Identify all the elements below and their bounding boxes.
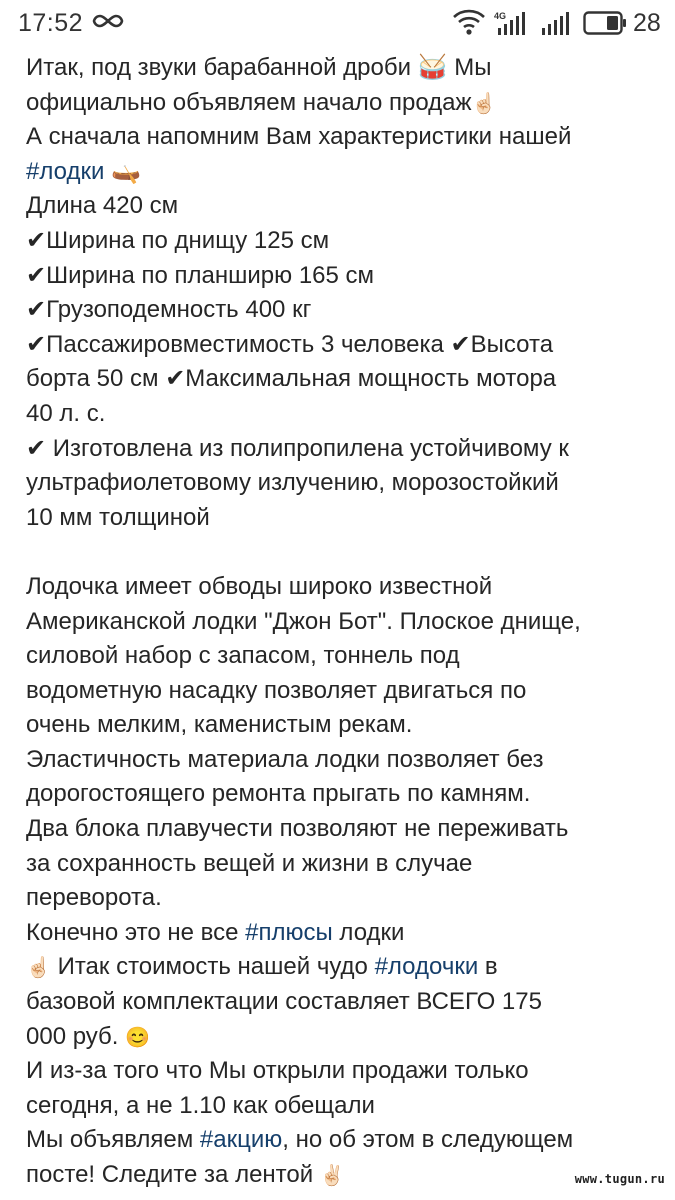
hashtag-link[interactable]: #плюсы [245,918,333,946]
text-line [26,259,666,294]
text-line [26,950,666,985]
text-line [26,916,666,951]
text-span: водометную насадку позволяет двигаться по [26,676,527,704]
text-line [26,639,666,674]
text-span: Конечно это не все [26,918,246,946]
text-line [26,1020,666,1055]
emoji-icon: ☝🏻 [26,957,51,980]
text-span: Ширина по планширю 165 см [46,261,375,289]
checkmark-icon: ✔ [26,296,47,324]
text-span: 🛶 [104,157,141,185]
text-span: Максимальная мощность мотора [185,365,557,393]
text-span: Высота [470,330,554,358]
text-span: А сначала напомним Вам характеристики нашей [26,123,572,151]
battery-icon [583,11,627,40]
text-line [26,328,666,363]
text-span: 10 мм толщиной [26,503,210,531]
checkmark-icon: ✔ [26,434,47,462]
text-line [26,120,666,155]
text-line [26,1089,666,1124]
text-line [26,674,666,709]
emoji-icon: 😊 [125,1026,151,1049]
text-span: Мы объявляем [26,1126,200,1154]
text-span: Итак, под звуки барабанной дроби 🥁 Мы [26,54,492,81]
text-span: в [478,953,498,981]
text-span: Грузоподемность 400 кг [46,296,312,324]
text-line [26,51,666,86]
checkmark-icon: ✔ [26,261,47,289]
text-line [26,224,666,259]
text-span: Пассажировместимость 3 человека [46,330,451,358]
text-line [26,155,666,190]
text-span: официально объявляем начало продаж [26,88,472,116]
checkmark-icon: ✔ [450,330,471,358]
post-text [26,51,666,1193]
hashtag-link[interactable]: #акцию [199,1126,283,1154]
text-span: очень мелким, каменистым рекам. [26,711,413,739]
text-span: силовой набор с запасом, тоннель под [26,642,460,670]
text-line [26,570,666,605]
text-line [26,432,666,467]
text-span: Итак стоимость нашей чудо [50,953,375,981]
infinity-icon [92,13,124,34]
emoji-icon: ✌🏻 [319,1165,345,1187]
checkmark-icon: ✔ [165,365,186,393]
hashtag-link[interactable]: #лодки [26,157,105,185]
text-span: Ширина по днищу 125 см [46,226,330,254]
text-span: базовой комплектации составляет ВСЕГО 175 [26,988,542,1016]
text-span: И из-за того что Мы открыли продажи только [26,1057,529,1085]
battery-level: 28 [633,9,661,37]
text-span: за сохранность вещей и жизни в случае [26,849,473,877]
text-span: переворота. [26,884,162,912]
text-span: , но об этом в следующем [282,1126,574,1154]
text-line [26,466,666,501]
hashtag-link[interactable]: #лодочки [374,953,479,981]
text-span: лодки [332,918,405,946]
text-line [26,189,666,224]
text-line [26,293,666,328]
text-line [26,812,666,847]
text-span: Изготовлена из полипропилена устойчивому к [46,434,569,462]
checkmark-icon: ✔ [26,330,47,358]
wifi-icon [452,8,486,41]
clock-time: 17:52 [18,9,84,37]
text-span: дорогостоящего ремонта прыгать по камням. [26,780,531,808]
text-line [26,605,666,640]
text-line [26,1158,666,1193]
text-line [26,362,666,397]
text-span: борта 50 см [26,365,166,393]
text-line [26,397,666,432]
text-span: ультрафиолетовому излучению, морозостойкий [26,469,559,497]
text-line [26,777,666,812]
text-span: Эластичность материала лодки позволяет без [26,745,544,773]
text-line [26,1123,666,1158]
text-span: 000 руб. [26,1022,126,1050]
text-line [26,847,666,882]
emoji-icon: ☝🏻 [471,92,497,115]
signal-icon [541,10,575,41]
text-span: 40 л. с. [26,399,106,427]
blank-line [26,535,666,570]
text-line [26,1054,666,1089]
text-span: Американской лодки "Джон Бот". Плоское днище, [26,607,581,635]
text-line [26,743,666,778]
text-span: Лодочка имеет обводы широко известной [26,572,493,600]
text-span: посте! Следите за лентой [26,1161,320,1188]
network-type: 4G [494,11,507,21]
checkmark-icon: ✔ [26,226,47,254]
text-span: сегодня, а не 1.10 как обещали [26,1091,375,1119]
watermark: www.tugun.ru [574,1172,665,1186]
text-line [26,881,666,916]
text-span: Два блока плавучести позволяют не переживать [26,815,569,843]
text-line [26,86,666,121]
signal-icon [497,10,527,41]
text-line [26,985,666,1020]
status-bar [0,0,675,48]
text-span: Длина 420 см [26,192,179,220]
text-line [26,708,666,743]
text-line [26,501,666,536]
